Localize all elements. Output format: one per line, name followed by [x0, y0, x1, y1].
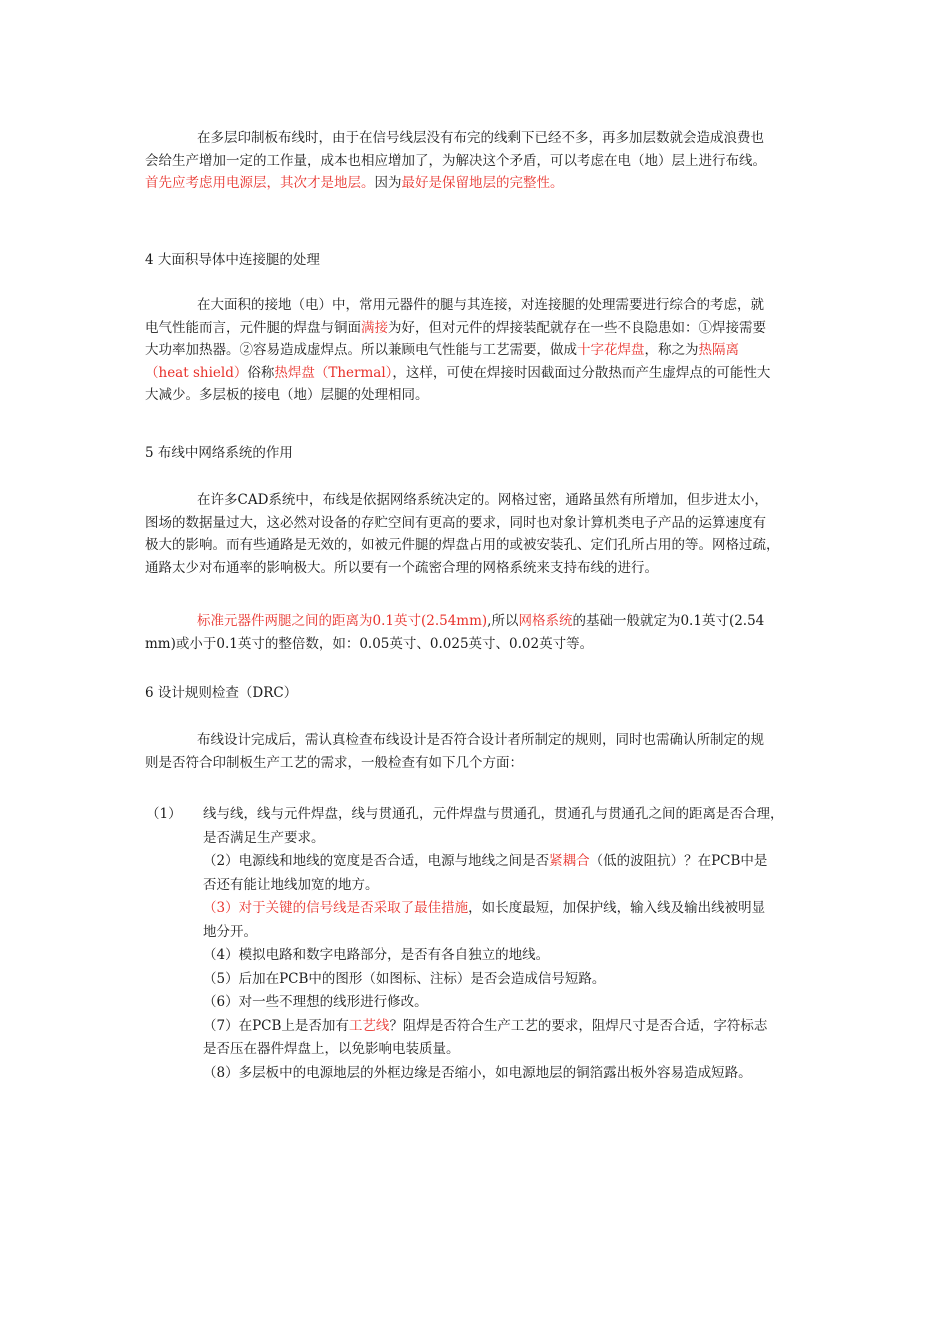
list-item: （3）对于关键的信号线是否采取了最佳措施，如长度最短，加保护线，输入线及输出线被明显: [203, 900, 766, 916]
highlight-text: 最好是保留地层的完整性。: [401, 175, 564, 191]
list-item: （4）模拟电路和数字电路部分，是否有各自独立的地线。: [203, 947, 550, 963]
text-line: 电气性能而言，元件腿的焊盘与铜面满接为好，但对元件的焊接装配就存在一些不良隐患如：①焊接需要: [145, 319, 766, 336]
list-item-cont: 是否满足生产要求。: [203, 829, 325, 846]
drc-checklist: [203, 803, 815, 1085]
highlight-text: 首先应考虑用电源层，其次才是地层。: [145, 175, 375, 191]
highlight-text: 紧耦合: [549, 853, 590, 869]
text-line: 标准元器件两腿之间的距离为0.1英寸(2.54mm),所以网格系统的基础一般就定为0.1英寸(2.54: [197, 613, 765, 629]
highlight-text: 热焊盘（Thermal）: [274, 364, 393, 381]
highlight-text: 工艺线: [348, 1017, 390, 1034]
list-item-cont: 否还有能让地线加宽的地方。: [203, 876, 379, 893]
text-line: 布线设计完成后，需认真检查布线设计是否符合设计者所制定的规则，同时也需确认所制定的规: [197, 732, 764, 748]
paragraph-drc: [145, 729, 815, 774]
list-item: 线与线，线与元件焊盘，线与贯通孔，元件焊盘与贯通孔，贯通孔与贯通孔之间的距离是否合理，: [203, 806, 784, 822]
text-line: 会给生产增加一定的工作量，成本也相应增加了，为解决这个矛盾，可以考虑在电（地）层上进行布线。: [145, 152, 766, 169]
paragraph-grid-system: [145, 489, 815, 579]
text-line: 大减少。多层板的接电（地）层腿的处理相同。: [145, 387, 429, 403]
list-number: （1）: [146, 806, 182, 822]
text-line: （heat shield）俗称热焊盘（Thermal），这样，可使在焊接时因截面过分散热而产生虚焊点的可能性大: [145, 364, 771, 381]
highlight-text: 满接: [361, 319, 388, 336]
text-line: 首先应考虑用电源层，其次才是地层。因为最好是保留地层的完整性。: [145, 175, 564, 191]
list-item: （2）电源线和地线的宽度是否合适，电源与地线之间是否紧耦合（低的波阻抗）？在PCB中是: [203, 853, 768, 869]
paragraph-standard-spacing: [145, 610, 815, 655]
text-line: 图场的数据量过大，这必然对设备的存贮空间有更高的要求，同时也对象计算机类电子产品的运算速度有: [145, 514, 766, 531]
text-line: 则是否符合印制板生产工艺的需求，一般检查有如下几个方面：: [145, 754, 523, 771]
text-line: 在许多CAD系统中，布线是依据网络系统决定的。网格过密，通路虽然有所增加，但步进太小，: [197, 492, 768, 508]
list-item: （7）在PCB上是否加有工艺线？阻焊是否符合生产工艺的要求，阻焊尺寸是否合适，字符标志: [203, 1017, 768, 1034]
highlight-text: 对于关键的信号线是否采取了最佳措施: [238, 900, 469, 916]
list-item-cont: 是否压在器件焊盘上，以免影响电装质量。: [203, 1041, 460, 1057]
text-line: 在大面积的接地（电）中，常用元器件的腿与其连接，对连接腿的处理需要进行综合的考虑，就: [197, 297, 764, 313]
section-heading-4: 4 大面积导体中连接腿的处理: [145, 252, 320, 268]
highlight-text: 热隔离: [698, 342, 739, 358]
text-line: mm)或小于0.1英寸的整倍数，如：0.05英寸、0.025英寸、0.02英寸等。: [145, 635, 594, 652]
section-heading-6: 6 设计规则检查（DRC）: [145, 685, 298, 701]
highlight-text: 十字花焊盘: [577, 342, 645, 358]
text-line: 在多层印制板布线时，由于在信号线层没有布完的线剩下已经不多，再多加层数就会造成浪费也: [197, 130, 764, 146]
paragraph-multilayer-routing: [145, 127, 815, 195]
highlight-text: 网格系统: [518, 613, 573, 629]
text-line: 通路太少对布通率的影响极大。所以要有一个疏密合理的网格系统来支持布线的进行。: [145, 559, 658, 576]
highlight-text: 标准元器件两腿之间的距离为0.1英寸(2.54mm): [197, 613, 488, 629]
text-line: 大功率加热器。②容易造成虚焊点。所以兼顾电气性能与工艺需要，做成十字花焊盘，称之为热隔离: [145, 342, 739, 358]
list-item: （8）多层板中的电源地层的外框边缘是否缩小，如电源地层的铜箔露出板外容易造成短路。: [203, 1064, 752, 1081]
highlight-text: （heat shield）: [145, 364, 248, 381]
list-item: （6）对一些不理想的线形进行修改。: [203, 994, 428, 1010]
list-item-cont: 地分开。: [203, 923, 257, 940]
text-line: 极大的影响。而有些通路是无效的，如被元件腿的焊盘占用的或被安装孔、定们孔所占用的等。网格过疏，: [145, 537, 780, 553]
section-heading-5: 5 布线中网络系统的作用: [145, 445, 293, 461]
list-item: （5）后加在PCB中的图形（如图标、注标）是否会造成信号短路。: [203, 970, 606, 987]
paragraph-conductor-legs: [145, 294, 815, 407]
